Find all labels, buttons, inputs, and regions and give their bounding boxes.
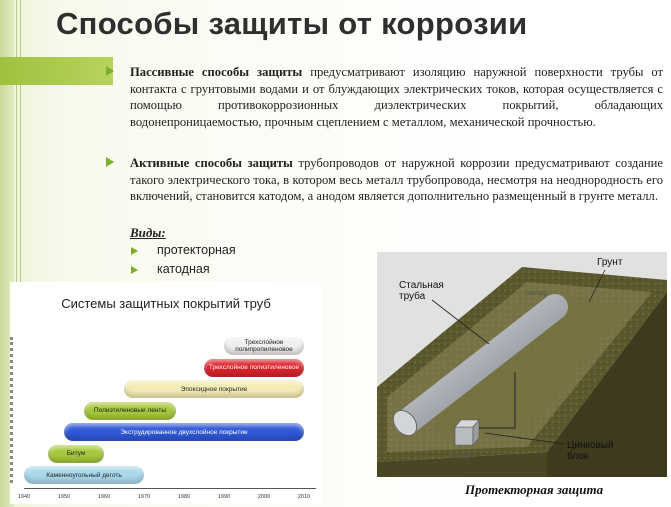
- pipe-label: Стальная труба: [399, 280, 444, 302]
- coating-bar: [24, 466, 144, 484]
- soil-label: Грунт: [597, 257, 623, 268]
- coating-bar-label: Эпоксидное покрытие: [180, 385, 248, 393]
- chart-dots: [10, 337, 21, 483]
- slide-title: Способы защиты от коррозии: [56, 6, 528, 41]
- year-tick-label: 1960: [97, 494, 111, 500]
- coating-bar: [124, 380, 304, 398]
- coating-bar-label: Экструдированное двухслойное покрытие: [120, 428, 248, 436]
- coating-bar: [224, 337, 304, 355]
- active-lead: Активные способы защиты: [130, 156, 293, 170]
- coatings-chart: [10, 282, 322, 504]
- cathodic-protection-illustration: [377, 252, 667, 477]
- coating-bar: [48, 445, 104, 463]
- year-tick-label: 1940: [17, 494, 31, 500]
- coating-bar: [84, 402, 176, 420]
- anode-label: (анод): [451, 453, 472, 460]
- passive-lead: Пассивные способы защиты: [130, 65, 303, 79]
- coating-bar-label: Трехслойное полипропиленовое: [235, 339, 293, 353]
- bullet-arrow-icon: [106, 157, 114, 167]
- active-paragraph: [130, 155, 663, 205]
- year-tick-label: 1970: [137, 494, 151, 500]
- sub-bullet-icon: [131, 247, 138, 255]
- sub-bullet-icon: [131, 266, 138, 274]
- decor-line: [16, 0, 17, 290]
- chart-x-axis: [24, 488, 316, 489]
- bullet-arrow-icon: [106, 66, 114, 76]
- kind-item: протекторная: [157, 243, 236, 257]
- year-tick-label: 1980: [177, 494, 191, 500]
- coating-bar: [204, 359, 304, 377]
- coating-bar-label: Каменноугольный деготь: [46, 471, 122, 479]
- coating-bar-label: Полиэтиленовые ленты: [93, 407, 167, 414]
- zinc-block: [455, 420, 479, 445]
- active-text: трубопроводов от наружной коррозии предусматривают создание такого электрического тока, в котором весь металл трубопровода, несмотря на неоднородность его включений, становится катодом, а анодом является дополнительно размещенный в грунте металл.: [130, 156, 664, 204]
- coating-bar-label: Битум: [66, 450, 86, 457]
- kinds-label: Виды:: [130, 225, 166, 240]
- year-tick-label: 2000: [257, 494, 271, 500]
- cathode-label: (катод): [525, 290, 548, 297]
- title-accent-bar: [0, 57, 113, 85]
- year-tick-label: 2010: [297, 494, 311, 500]
- coating-bar-label: Трехслойное полиэтиленовое: [208, 364, 300, 371]
- year-tick-label: 1990: [217, 494, 231, 500]
- passive-paragraph: [130, 64, 663, 130]
- chart-title: Системы защитных покрытий труб: [61, 296, 271, 311]
- decor-line: [20, 0, 21, 290]
- zinc-label: Цинковый блок: [567, 440, 614, 462]
- year-tick-label: 1950: [57, 494, 71, 500]
- illustration-caption: Протекторная защита: [465, 482, 604, 497]
- passive-text: предусматривают изоляцию наружной поверхности трубы от контакта с грунтовыми водами и от блуждающих электрических токов, которая осуществляется с помощью противокоррозионных диэлектрических покрытий, обладающих водонепроницаемостью, прочным сцеплением с металлом, механической прочностью.: [130, 65, 664, 129]
- kind-item: катодная: [157, 262, 210, 276]
- coating-bar: [64, 423, 304, 441]
